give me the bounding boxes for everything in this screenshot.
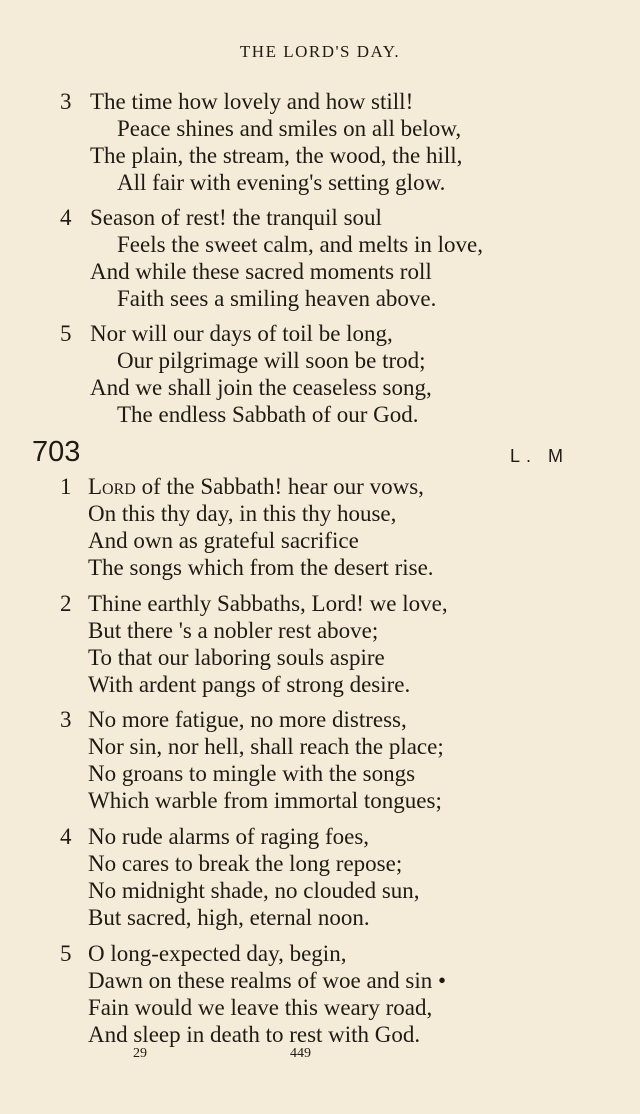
verse-line: And own as grateful sacrifice [88, 528, 359, 553]
verse-line: Faith sees a smiling heaven above. [117, 286, 437, 311]
stanza-number: 3 [60, 89, 72, 114]
verse-line [88, 473, 424, 500]
verse-line: But there 's a nobler rest above; [88, 618, 379, 643]
verse-line: Fain would we leave this weary road, [88, 995, 433, 1020]
verse-line: No rude alarms of raging foes, [88, 824, 370, 849]
verse-line: Feels the sweet calm, and melts in love, [117, 232, 483, 257]
verse-line: O long-expected day, begin, [88, 941, 347, 966]
verse-line: Nor sin, nor hell, shall reach the place; [88, 734, 444, 759]
verse-line: And sleep in death to rest with God. [88, 1022, 421, 1047]
verse-line: No more fatigue, no more distress, [88, 707, 407, 732]
verse-line: The plain, the stream, the wood, the hill, [90, 143, 463, 168]
stanza-number: 5 [60, 941, 72, 966]
hymn-meter: L. M [510, 446, 570, 466]
verse-line: Nor will our days of toil be long, [90, 321, 393, 346]
verse-line: To that our laboring souls aspire [88, 645, 385, 670]
stanza-number: 1 [60, 474, 72, 499]
verse-line: No midnight shade, no clouded sun, [88, 878, 420, 903]
first-word-smallcaps: Lord [88, 474, 136, 499]
verse-line: On this thy day, in this thy house, [88, 501, 397, 526]
verse-line: No groans to mingle with the songs [88, 761, 416, 786]
verse-line: The songs which from the desert rise. [88, 555, 434, 580]
verse-line: Peace shines and smiles on all below, [117, 116, 462, 141]
stanza-number: 4 [60, 205, 72, 230]
verse-line: But sacred, high, eternal noon. [88, 905, 370, 930]
verse-line: And we shall join the ceaseless song, [90, 375, 432, 400]
page-number: 449 [290, 1046, 311, 1061]
verse-line: All fair with evening's setting glow. [117, 170, 446, 195]
verse-line: The endless Sabbath of our God. [117, 402, 419, 427]
verse-line: Thine earthly Sabbaths, Lord! we love, [88, 591, 448, 616]
hymn-number: 703 [32, 436, 81, 468]
verse-line: No cares to break the long repose; [88, 851, 403, 876]
stanza-number: 2 [60, 591, 72, 616]
verse-line: Our pilgrimage will soon be trod; [117, 348, 426, 373]
signature-mark: 29 [133, 1046, 147, 1061]
stanza-number: 3 [60, 707, 72, 732]
verse-line: With ardent pangs of strong desire. [88, 672, 411, 697]
verse-line-rest: of the Sabbath! hear our vows, [141, 474, 424, 499]
verse-line: And while these sacred moments roll [90, 259, 432, 284]
verse-line: The time how lovely and how still! [90, 89, 414, 114]
verse-line: Season of rest! the tranquil soul [90, 205, 382, 230]
stanza-number: 5 [60, 321, 72, 346]
running-head: THE LORD'S DAY. [239, 42, 401, 61]
stanza-number: 4 [60, 824, 72, 849]
verse-line: Dawn on these realms of woe and sin • [88, 968, 447, 993]
verse-line: Which warble from immortal tongues; [88, 788, 442, 813]
